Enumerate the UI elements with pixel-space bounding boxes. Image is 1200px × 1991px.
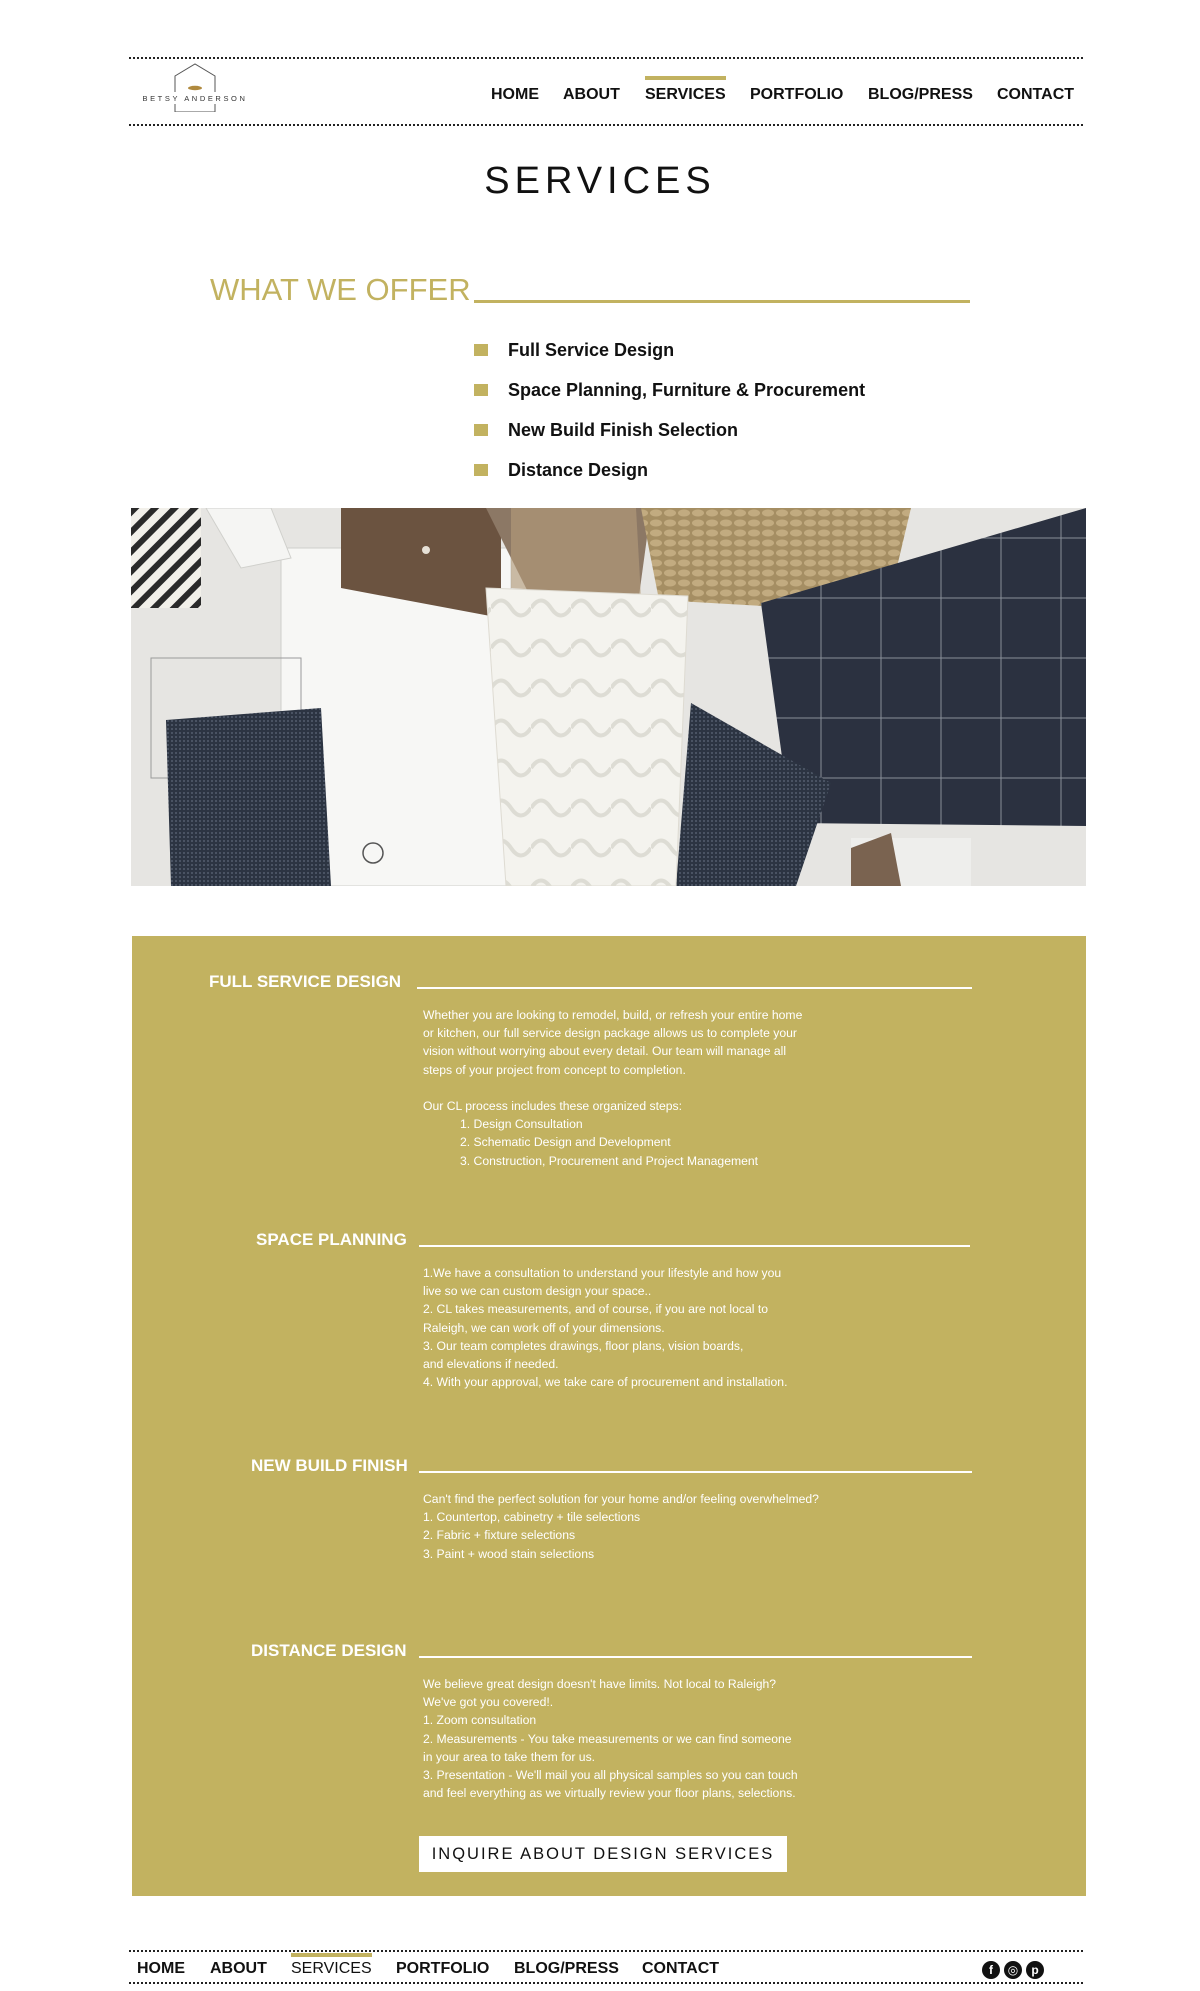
body-line: live so we can custom design your space.. — [423, 1284, 652, 1299]
body-line: 4. With your approval, we take care of procurement and installation. — [423, 1375, 788, 1390]
service-title-rule — [419, 1656, 972, 1658]
service-title-rule — [419, 1245, 970, 1247]
body-line: or kitchen, our full service design package allows us to complete your — [423, 1026, 797, 1041]
nav-blog-press[interactable]: BLOG/PRESS — [868, 86, 973, 103]
body-line: 1. Countertop, cabinetry + tile selections — [423, 1510, 641, 1525]
body-line: We believe great design doesn't have limits. Not local to Raleigh? — [423, 1677, 777, 1691]
body-line: 1. Design Consultation — [460, 1117, 583, 1132]
body-line: steps of your project from concept to completion. — [423, 1062, 686, 1077]
service-body-full-service — [423, 1006, 802, 1170]
nav-home[interactable]: HOME — [491, 86, 539, 103]
square-bullet-icon — [474, 344, 488, 356]
instagram-icon[interactable]: ◎ — [1004, 1961, 1022, 1979]
nav-services[interactable]: SERVICES — [645, 86, 726, 103]
logo[interactable] — [140, 62, 250, 116]
nav-portfolio[interactable]: PORTFOLIO — [750, 86, 844, 103]
square-bullet-icon — [474, 464, 488, 476]
service-title-distance-design: DISTANCE DESIGN — [251, 1641, 407, 1660]
body-line — [423, 1079, 802, 1097]
offer-item-label: New Build Finish Selection — [508, 420, 739, 440]
footer-top-divider — [129, 1950, 1083, 1952]
body-line: 1. Zoom consultation — [423, 1713, 537, 1728]
body-line: 2. Fabric + fixture selections — [423, 1528, 576, 1543]
body-line: 2. Schematic Design and Development — [460, 1135, 671, 1150]
footer-nav-home[interactable]: HOME — [137, 1960, 185, 1977]
footer-nav-services[interactable]: SERVICES — [291, 1960, 372, 1977]
body-line: and elevations if needed. — [423, 1357, 559, 1372]
service-title-space-planning: SPACE PLANNING — [256, 1230, 407, 1249]
services-detail-section — [132, 936, 1086, 1896]
body-line: and feel everything as we virtually review your floor plans, selections. — [423, 1786, 796, 1801]
page-title: SERVICES — [484, 160, 716, 202]
nav-about[interactable]: ABOUT — [563, 86, 620, 103]
service-body-new-build — [423, 1490, 819, 1563]
facebook-icon[interactable]: f — [982, 1961, 1000, 1979]
body-line: vision without worrying about every detail. Our team will manage all — [423, 1044, 787, 1059]
body-line: Our CL process includes these organized steps: — [423, 1099, 683, 1113]
footer-nav-active-indicator — [291, 1953, 372, 1957]
body-line: 2. CL takes measurements, and of course, if you are not local to — [423, 1302, 769, 1317]
service-title-full-service: FULL SERVICE DESIGN — [209, 972, 402, 991]
service-title-rule — [417, 987, 972, 989]
footer-bottom-divider — [129, 1982, 1083, 1984]
nav-active-indicator — [645, 76, 726, 80]
footer-nav-contact[interactable]: CONTACT — [642, 1960, 720, 1977]
service-body-space-planning — [423, 1264, 787, 1391]
body-line: in your area to take them for us. — [423, 1749, 596, 1764]
header-bottom-divider — [129, 124, 1083, 126]
offer-item-label: Space Planning, Furniture & Procurement — [508, 380, 866, 400]
footer-nav-blog-press[interactable]: BLOG/PRESS — [514, 1960, 619, 1977]
body-line: 3. Construction, Procurement and Project Management — [460, 1153, 759, 1168]
body-line: 3. Our team completes drawings, floor plans, vision boards, — [423, 1338, 744, 1353]
offer-heading: WHAT WE OFFER — [210, 272, 471, 307]
body-line: Can't find the perfect solution for your home and/or feeling overwhelmed? — [423, 1492, 819, 1506]
inquire-button[interactable]: INQUIRE ABOUT DESIGN SERVICES — [419, 1836, 787, 1872]
body-line: 2. Measurements - You take measurements or we can find someone — [423, 1731, 792, 1746]
body-line: Raleigh, we can work off of your dimensions. — [423, 1320, 665, 1335]
body-line: 3. Paint + wood stain selections — [423, 1546, 595, 1561]
body-line: We've got you covered!. — [423, 1695, 554, 1710]
offer-item-label: Full Service Design — [508, 340, 675, 360]
square-bullet-icon — [474, 424, 488, 436]
house-logo-icon — [171, 62, 219, 112]
service-title-new-build: NEW BUILD FINISH — [251, 1456, 408, 1475]
offer-item-label: Distance Design — [508, 460, 649, 480]
service-title-rule — [419, 1471, 972, 1473]
logo-wordmark: BETSY ANDERSON — [142, 94, 248, 103]
offer-heading-rule — [474, 300, 970, 303]
body-line: Whether you are looking to remodel, build, or refresh your entire home — [423, 1008, 803, 1022]
square-bullet-icon — [474, 384, 488, 396]
header-top-divider — [129, 57, 1083, 59]
body-line: 1.We have a consultation to understand your lifestyle and how you — [423, 1266, 782, 1280]
footer-nav-portfolio[interactable]: PORTFOLIO — [396, 1960, 490, 1977]
service-body-distance-design — [423, 1675, 798, 1802]
pinterest-icon[interactable]: p — [1026, 1961, 1044, 1979]
fabric-samples-photo — [131, 508, 1086, 886]
footer-nav-about[interactable]: ABOUT — [210, 1960, 267, 1977]
nav-contact[interactable]: CONTACT — [997, 86, 1075, 103]
body-line: 3. Presentation - We'll mail you all physical samples so you can touch — [423, 1768, 798, 1783]
